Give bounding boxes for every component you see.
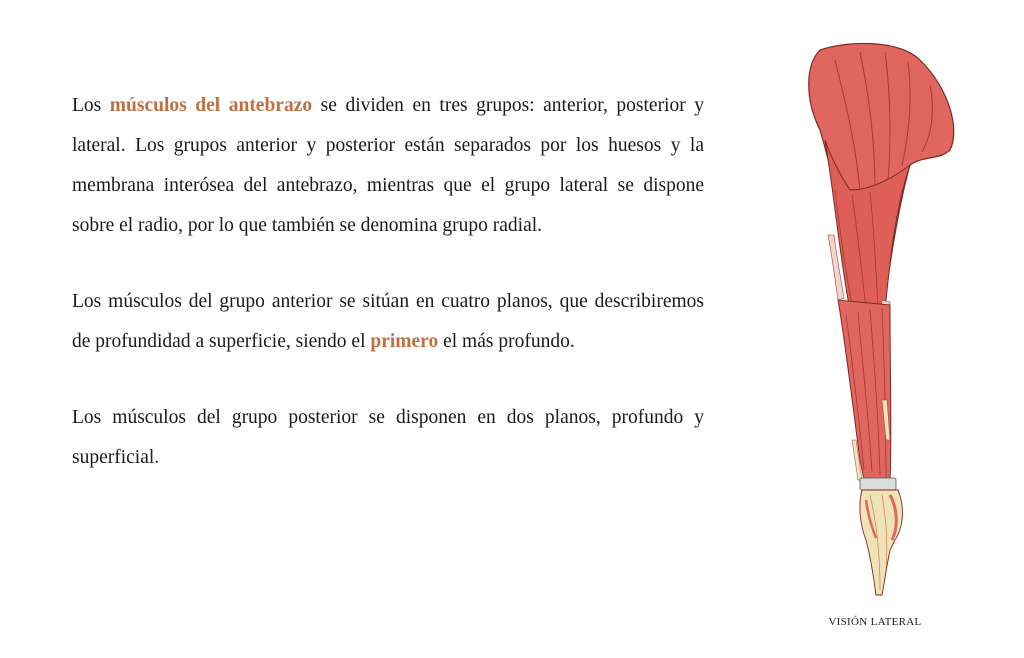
paragraph-posterior-group: [72, 398, 704, 478]
link-primero[interactable]: primero: [370, 331, 439, 352]
text-segment: el más profundo.: [438, 331, 575, 352]
text-segment: Los músculos del grupo posterior se disponen en dos planos, profundo y superficial.: [72, 407, 704, 468]
arm-muscles-illustration: [790, 40, 960, 610]
text-segment: Los: [72, 95, 110, 116]
article-text: [72, 86, 704, 478]
arm-muscles-icon: [790, 40, 960, 610]
figure-caption: VISIÓN LATERAL: [828, 616, 922, 628]
text-segment: se dividen en tres grupos: anterior, posterior y lateral. Los grupos anterior y posterior están separados por los huesos y la membrana interósea del antebrazo, mientras que el grupo lateral se dispone sobre el radio, por lo que también se denomina grupo radial.: [72, 95, 705, 236]
link-musculos-antebrazo[interactable]: músculos del antebrazo: [109, 95, 313, 116]
paragraph-intro: [72, 86, 704, 246]
text-segment: Los músculos del grupo anterior se sitúan en cuatro planos, que describiremos de profundidad a superficie, siendo el: [72, 291, 704, 352]
paragraph-anterior-group: [72, 282, 704, 362]
